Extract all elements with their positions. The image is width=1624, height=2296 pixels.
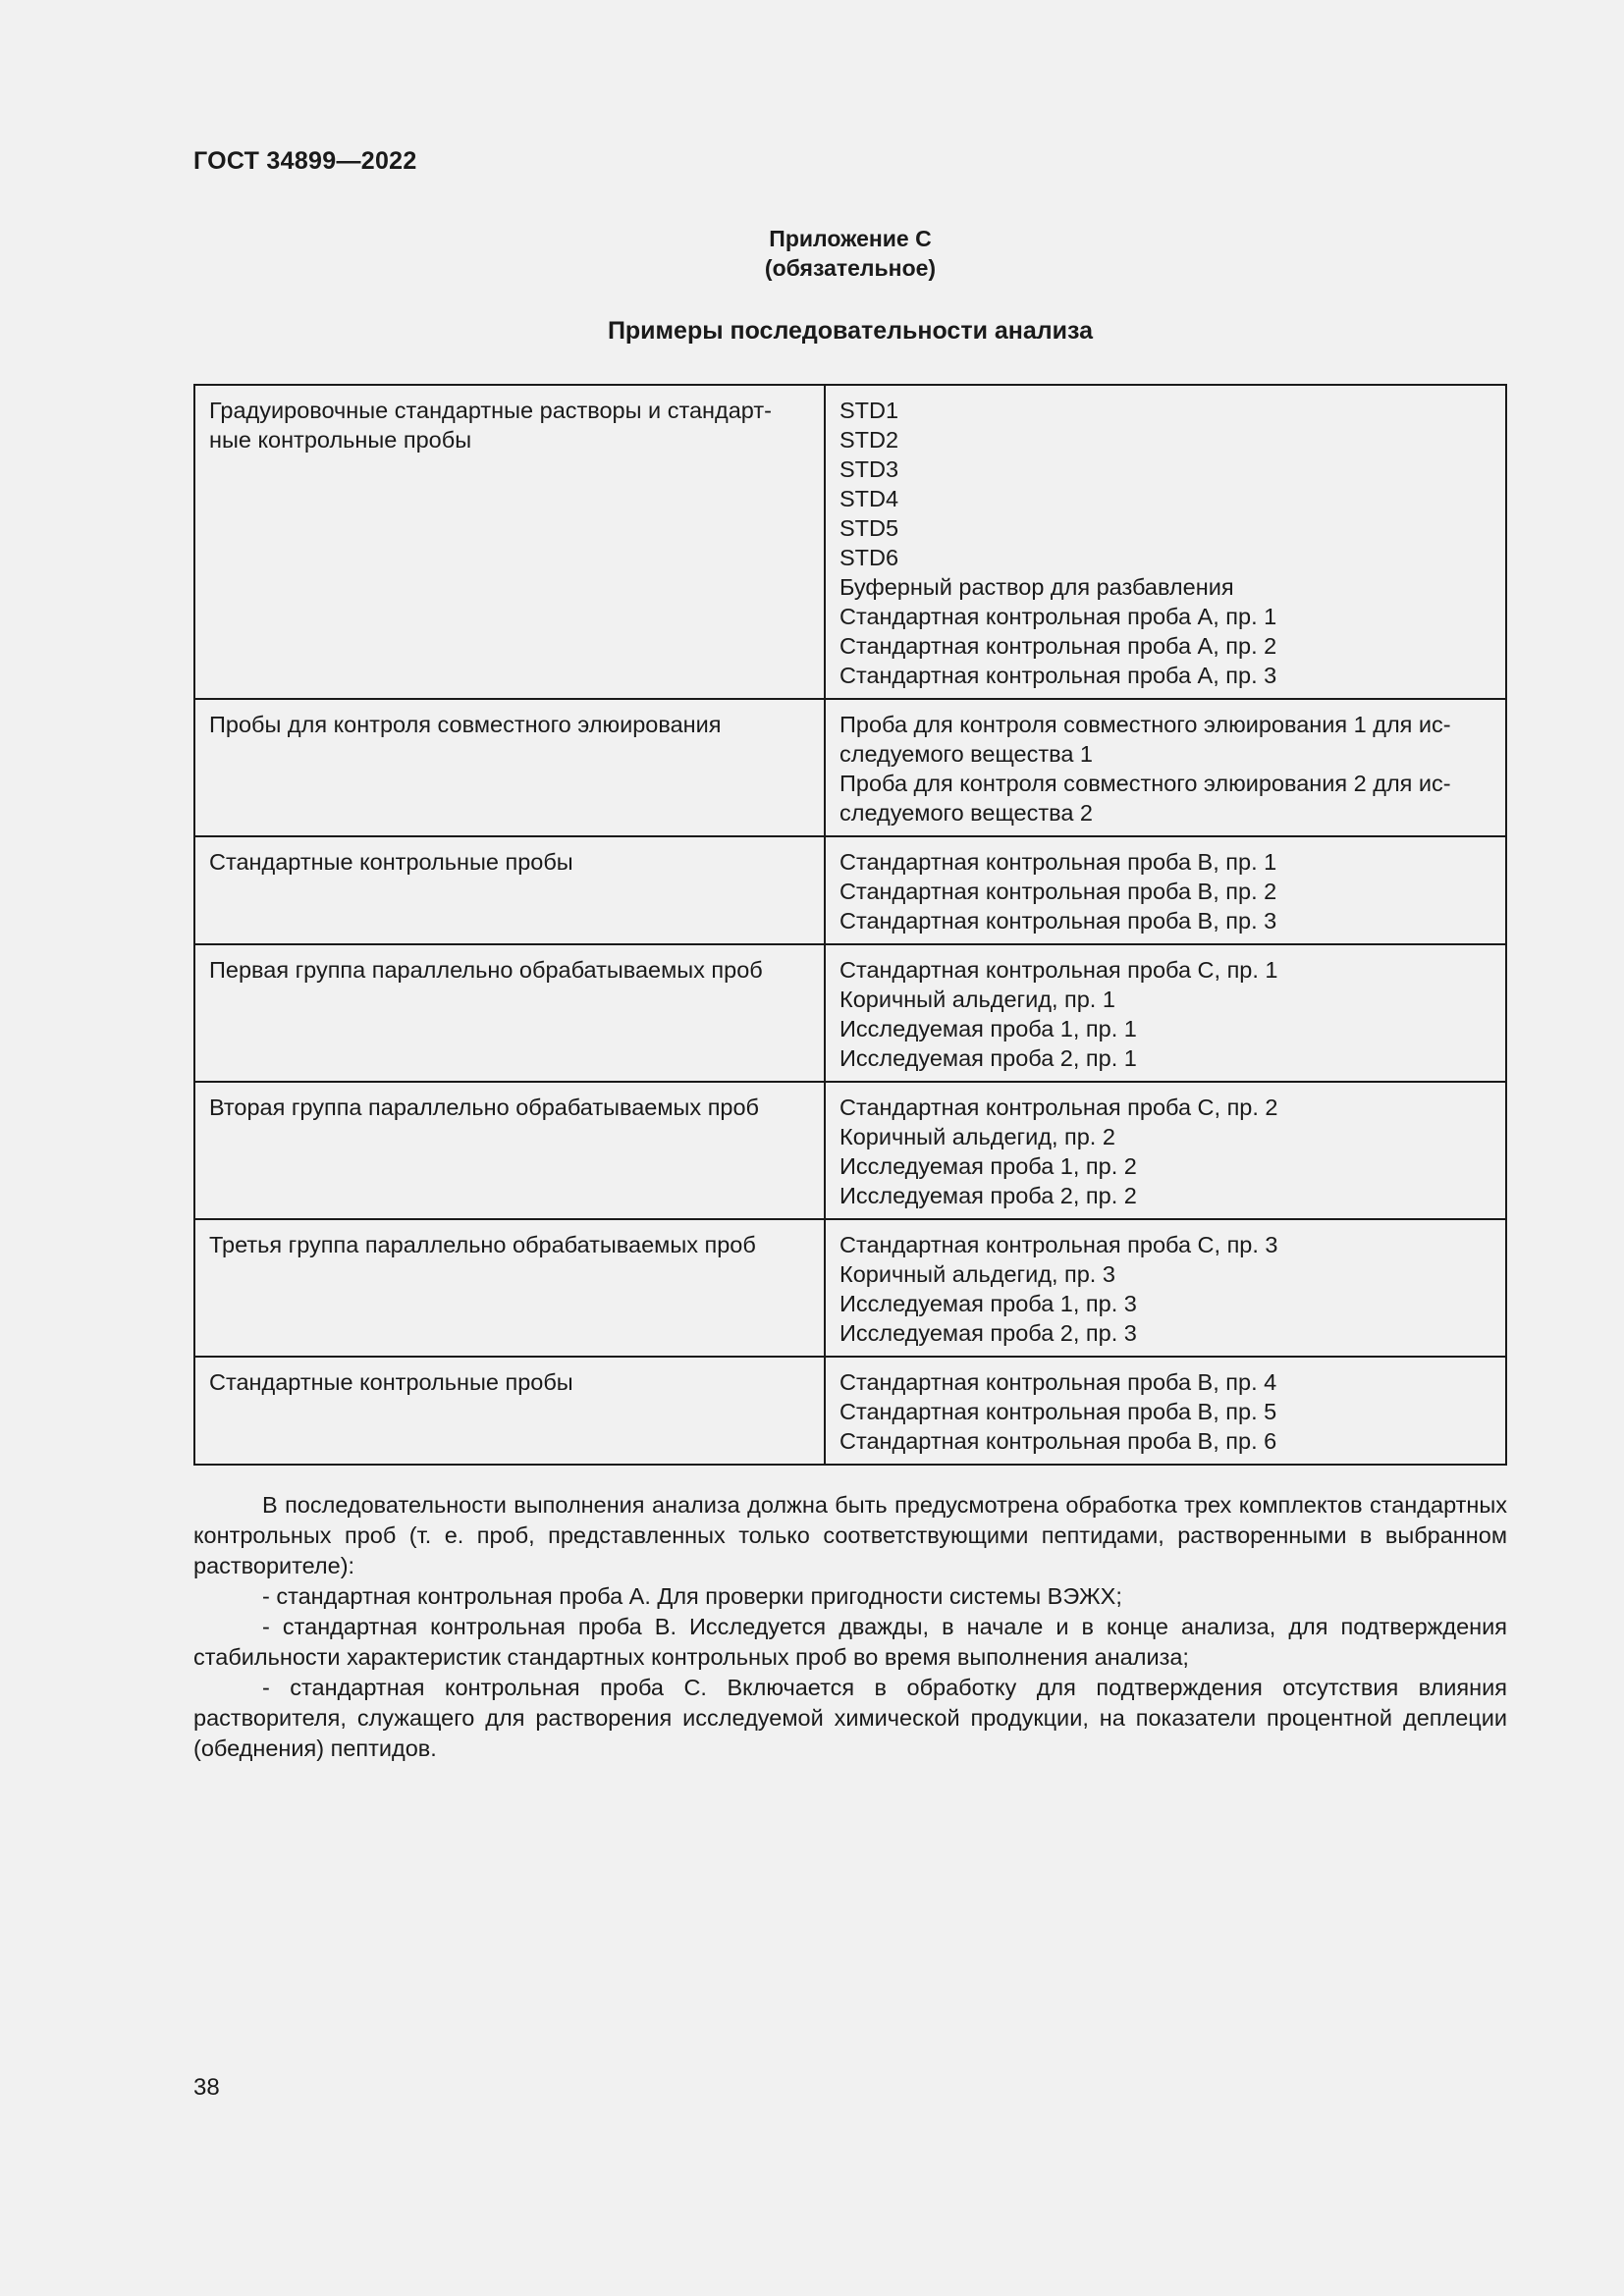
category-line: Градуировочные стандартные растворы и стандарт- <box>209 398 772 423</box>
item-line: STD2 <box>839 427 899 453</box>
category-line: Стандартные контрольные пробы <box>209 1369 573 1395</box>
page-number: 38 <box>193 2074 220 2101</box>
item-line: Проба для контроля совместного элюирования 2 для ис- <box>839 771 1451 796</box>
category-cell <box>194 1219 825 1357</box>
body-paragraph: - стандартная контрольная проба С. Включается в обработку для подтверждения отсутствия влияния растворителя, служащего для растворения исследуемой химической продукции, на показатели процентной деплеции (обеднения) пептидов. <box>193 1675 1507 1761</box>
items-cell <box>825 944 1506 1082</box>
category-line: Третья группа параллельно обрабатываемых проб <box>209 1232 756 1257</box>
appendix-heading <box>193 224 1507 283</box>
item-line: Стандартная контрольная проба С, пр. 3 <box>839 1232 1278 1257</box>
appendix-status: (обязательное) <box>764 255 937 281</box>
items-cell <box>825 1219 1506 1357</box>
table-row <box>194 944 1506 1082</box>
item-line: STD4 <box>839 486 899 511</box>
item-line: следуемого вещества 1 <box>839 741 1093 767</box>
body-text <box>193 1490 1507 1764</box>
item-line: Стандартная контрольная проба А, пр. 2 <box>839 633 1277 659</box>
category-line: Первая группа параллельно обрабатываемых проб <box>209 957 763 983</box>
section-title: Примеры последовательности анализа <box>607 317 1094 345</box>
category-cell <box>194 1082 825 1219</box>
category-cell <box>194 1357 825 1465</box>
item-line: Коричный альдегид, пр. 1 <box>839 987 1115 1012</box>
item-line: STD5 <box>839 515 899 541</box>
item-line: Стандартная контрольная проба А, пр. 1 <box>839 604 1277 629</box>
category-line: Стандартные контрольные пробы <box>209 849 573 875</box>
table-row <box>194 699 1506 836</box>
item-line: STD6 <box>839 545 899 570</box>
appendix-title: Приложение С <box>769 226 932 251</box>
item-line: Стандартная контрольная проба С, пр. 2 <box>839 1095 1278 1120</box>
analysis-sequence-table <box>193 384 1507 1466</box>
category-cell <box>194 385 825 699</box>
table-row <box>194 836 1506 944</box>
table-row <box>194 1219 1506 1357</box>
item-line: Стандартная контрольная проба С, пр. 1 <box>839 957 1278 983</box>
table-row <box>194 385 1506 699</box>
category-cell <box>194 836 825 944</box>
table-row <box>194 1357 1506 1465</box>
item-line: следуемого вещества 2 <box>839 800 1093 826</box>
item-line: Исследуемая проба 2, пр. 3 <box>839 1320 1137 1346</box>
item-line: Стандартная контрольная проба В, пр. 6 <box>839 1428 1277 1454</box>
item-line: Исследуемая проба 2, пр. 1 <box>839 1045 1137 1071</box>
items-cell <box>825 1082 1506 1219</box>
category-line: ные контрольные пробы <box>209 427 472 453</box>
item-line: Стандартная контрольная проба В, пр. 1 <box>839 849 1277 875</box>
item-line: Стандартная контрольная проба В, пр. 3 <box>839 908 1277 934</box>
category-line: Вторая группа параллельно обрабатываемых проб <box>209 1095 760 1120</box>
document-header: ГОСТ 34899—2022 <box>193 147 417 175</box>
category-cell <box>194 944 825 1082</box>
body-paragraph: - стандартная контрольная проба В. Исследуется дважды, в начале и в конце анализа, для подтверждения стабильности характеристик стандартных контрольных проб во время выполнения анализа; <box>193 1614 1507 1670</box>
item-line: Стандартная контрольная проба А, пр. 3 <box>839 663 1277 688</box>
item-line: Исследуемая проба 1, пр. 2 <box>839 1153 1137 1179</box>
items-cell <box>825 385 1506 699</box>
category-cell <box>194 699 825 836</box>
item-line: STD1 <box>839 398 899 423</box>
table-row <box>194 1082 1506 1219</box>
item-line: STD3 <box>839 456 899 482</box>
item-line: Коричный альдегид, пр. 3 <box>839 1261 1115 1287</box>
category-line: Пробы для контроля совместного элюирования <box>209 712 722 737</box>
item-line: Коричный альдегид, пр. 2 <box>839 1124 1115 1149</box>
item-line: Исследуемая проба 1, пр. 3 <box>839 1291 1137 1316</box>
item-line: Стандартная контрольная проба В, пр. 4 <box>839 1369 1277 1395</box>
items-cell <box>825 836 1506 944</box>
body-paragraph: - стандартная контрольная проба А. Для проверки пригодности системы ВЭЖХ; <box>262 1583 1122 1609</box>
item-line: Исследуемая проба 2, пр. 2 <box>839 1183 1137 1208</box>
items-cell <box>825 699 1506 836</box>
item-line: Стандартная контрольная проба В, пр. 5 <box>839 1399 1277 1424</box>
item-line: Стандартная контрольная проба В, пр. 2 <box>839 879 1277 904</box>
item-line: Исследуемая проба 1, пр. 1 <box>839 1016 1137 1041</box>
item-line: Буферный раствор для разбавления <box>839 574 1234 600</box>
items-cell <box>825 1357 1506 1465</box>
body-paragraph: В последовательности выполнения анализа должна быть предусмотрена обработка трех комплектов стандартных контрольных проб (т. е. проб, представленных только соответствующими пептидами, растворенными в выбранном растворителе): <box>193 1492 1507 1578</box>
item-line: Проба для контроля совместного элюирования 1 для ис- <box>839 712 1451 737</box>
